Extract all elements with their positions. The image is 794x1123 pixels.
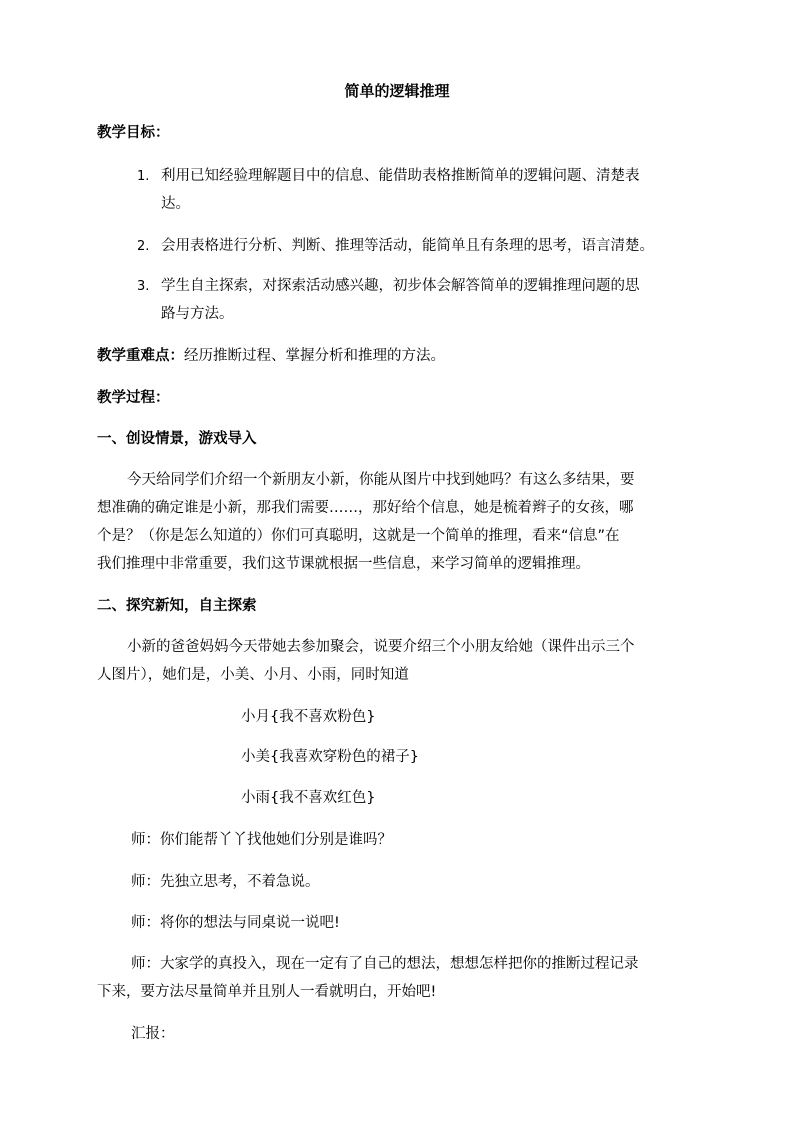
goal-number: 1. bbox=[137, 169, 150, 184]
goal-number: 3. bbox=[137, 279, 150, 294]
goal-item-1 bbox=[137, 165, 640, 188]
goal-item-2 bbox=[137, 235, 654, 258]
dialogue-line: 师：大家学的真投入，现在一定有了自己的想法，想想怎样把你的推断过程记录 bbox=[131, 956, 639, 972]
section-2-paragraph-line: 小新的爸爸妈妈今天带她去参加聚会，说要介绍三个小朋友给她（课件出示三个 bbox=[127, 639, 635, 655]
goal-number: 2. bbox=[137, 239, 150, 254]
key-points-label: 教学重难点： bbox=[97, 348, 184, 364]
goal-text: 学生自主探索，对探索活动感兴趣，初步体会解答简单的逻辑推理问题的思 bbox=[161, 278, 640, 294]
section-1-paragraph-line: 我们推理中非常重要，我们这节课就根据一些信息，来学习简单的逻辑推理。 bbox=[97, 556, 590, 572]
section-1-paragraph-line: 个是？（你是怎么知道的）你们可真聪明，这就是一个简单的推理，看来“信息”在 bbox=[97, 528, 620, 544]
goal-item-1-continued: 达。 bbox=[161, 196, 190, 212]
dialogue-line-continued: 下来，要方法尽量简单并且别人一看就明白，开始吧! bbox=[97, 984, 437, 1000]
goal-text: 利用已知经验理解题目中的信息、能借助表格推断简单的逻辑问题、清楚表 bbox=[161, 168, 640, 184]
clue-item: 小月{我不喜欢粉色} bbox=[241, 709, 376, 725]
report-label: 汇报： bbox=[131, 1026, 175, 1042]
section-2-paragraph-line: 人图片），她们是，小美、小月、小雨，同时知道 bbox=[97, 667, 409, 683]
dialogue-line: 师：你们能帮丫丫找他她们分别是谁吗？ bbox=[131, 832, 392, 848]
section-2-heading: 二、探究新知，自主探索 bbox=[97, 598, 257, 614]
key-points bbox=[97, 345, 445, 367]
goals-heading: 教学目标： bbox=[97, 125, 170, 141]
process-heading: 教学过程： bbox=[97, 390, 170, 406]
clue-item: 小雨{我不喜欢红色} bbox=[241, 790, 376, 806]
section-1-paragraph-line: 今天给同学们介绍一个新朋友小新，你能从图片中找到她吗？有这么多结果，要 bbox=[127, 472, 635, 488]
key-points-text: 经历推断过程、掌握分析和推理的方法。 bbox=[184, 348, 445, 364]
goal-item-3-continued: 路与方法。 bbox=[161, 306, 234, 322]
dialogue-line: 师：将你的想法与同桌说一说吧! bbox=[131, 915, 340, 931]
clue-item: 小美{我喜欢穿粉色的裙子} bbox=[241, 749, 419, 765]
goal-text: 会用表格进行分析、判断、推理等活动，能简单且有条理的思考，语言清楚。 bbox=[161, 238, 654, 254]
page-title: 简单的逻辑推理 bbox=[344, 82, 450, 100]
dialogue-line: 师：先独立思考，不着急说。 bbox=[131, 874, 320, 890]
section-1-paragraph-line: 想准确的确定谁是小新，那我们需要……，那好给个信息，她是梳着辫子的女孩，哪 bbox=[97, 500, 634, 516]
section-1-heading: 一、创设情景，游戏导入 bbox=[97, 431, 257, 447]
goal-item-3 bbox=[137, 275, 640, 298]
